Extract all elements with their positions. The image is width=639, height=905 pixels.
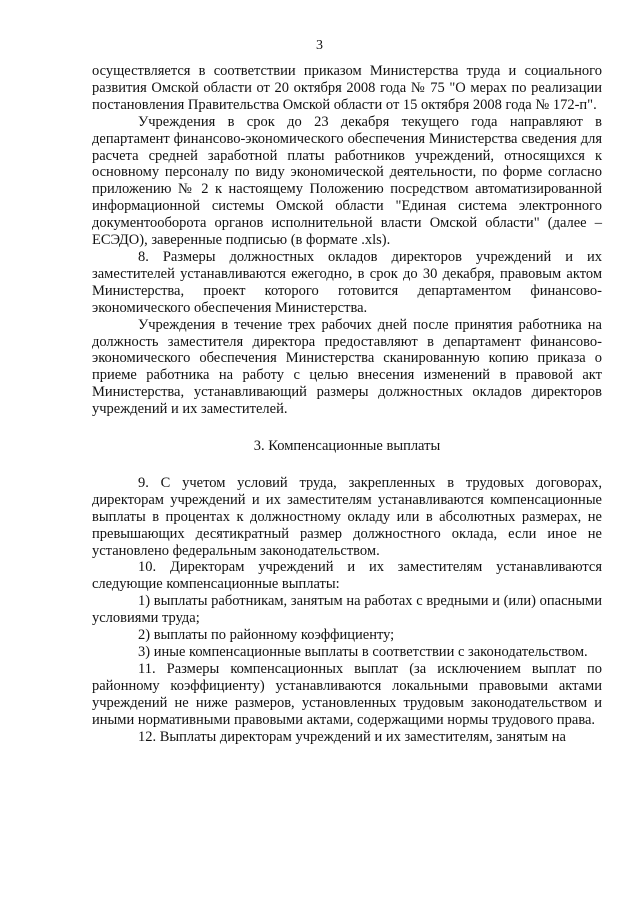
list-item-3-other-payments: 3) иные компенсационные выплаты в соответствии с законодательством. bbox=[138, 644, 588, 660]
paragraph-12-payments: 12. Выплаты директорам учреждений и их заместителям, занятым на bbox=[138, 728, 566, 745]
paragraph-8-salary-sizes: 8. Размеры должностных окладов директоров учреждений и их заместителей устанавливаются ежегодно, в срок до 30 декабря, правовым актом Министерства, проект которого готовится департаментом финансово-экономического обеспечения Министерства. bbox=[92, 248, 602, 316]
paragraph-10-compensation-list: 10. Директорам учреждений и их заместителям устанавливаются следующие компенсационные выплаты: bbox=[92, 559, 602, 593]
paragraph-9-working-conditions: 9. С учетом условий труда, закрепленных в трудовых договорах, директорам учреждений и их заместителям устанавливаются компенсационные выплаты в процентах к должностному окладу или в абсолютных размерах, не превышающих десятикратный размер должностного оклада, если иное не установлено федеральным законодательством. bbox=[92, 474, 602, 559]
page-number: 3 bbox=[316, 38, 323, 53]
paragraph-11-compensation-sizes: 11. Размеры компенсационных выплат (за исключением выплат по районному коэффициенту) устанавливаются локальными правовыми актами учреждений не ниже размеров, установленных трудовым законодательством и иными нормативными правовыми актами, содержащими нормы трудового права. bbox=[92, 660, 602, 728]
list-item-1-harmful-conditions: 1) выплаты работникам, занятым на работах с вредными и (или) опасными условиями труда; bbox=[92, 593, 602, 627]
document-body bbox=[92, 63, 602, 745]
paragraph-deputy-hiring: Учреждения в течение трех рабочих дней после принятия работника на должность заместителя директора предоставляют в департамент финансово-экономического обеспечения Министерства сканированную копию приказа о приеме работника на работу с целью внесения изменений в правовой акт Министерства, устанавливающий размеры должностных окладов директоров учреждений и их заместителей. bbox=[92, 316, 602, 418]
section-heading-compensation: 3. Компенсационные выплаты bbox=[253, 438, 441, 455]
paragraph-continuation: осуществляется в соответствии приказом Министерства труда и социального развития Омской области от 20 октября 2008 года № 75 "О мерах по реализации постановления Правительства Омской области от 15 октября 2008 года № 172-п". bbox=[92, 63, 602, 113]
list-item-2-regional-coefficient: 2) выплаты по районному коэффициенту; bbox=[138, 627, 395, 644]
paragraph-deadline-submission: Учреждения в срок до 23 декабря текущего года направляют в департамент финансово-экономического обеспечения Министерства сведения для расчета средней заработной платы работников учреждений, относящихся к основному персоналу по виду экономической деятельности, по форме согласно приложению № 2 к настоящему Положению посредством автоматизированной информационной системы Омской области "Единая система электронного документооборота органов исполнительной власти Омской области" (далее – ЕСЭДО), заверенные подписью (в формате .xls). bbox=[92, 113, 602, 249]
